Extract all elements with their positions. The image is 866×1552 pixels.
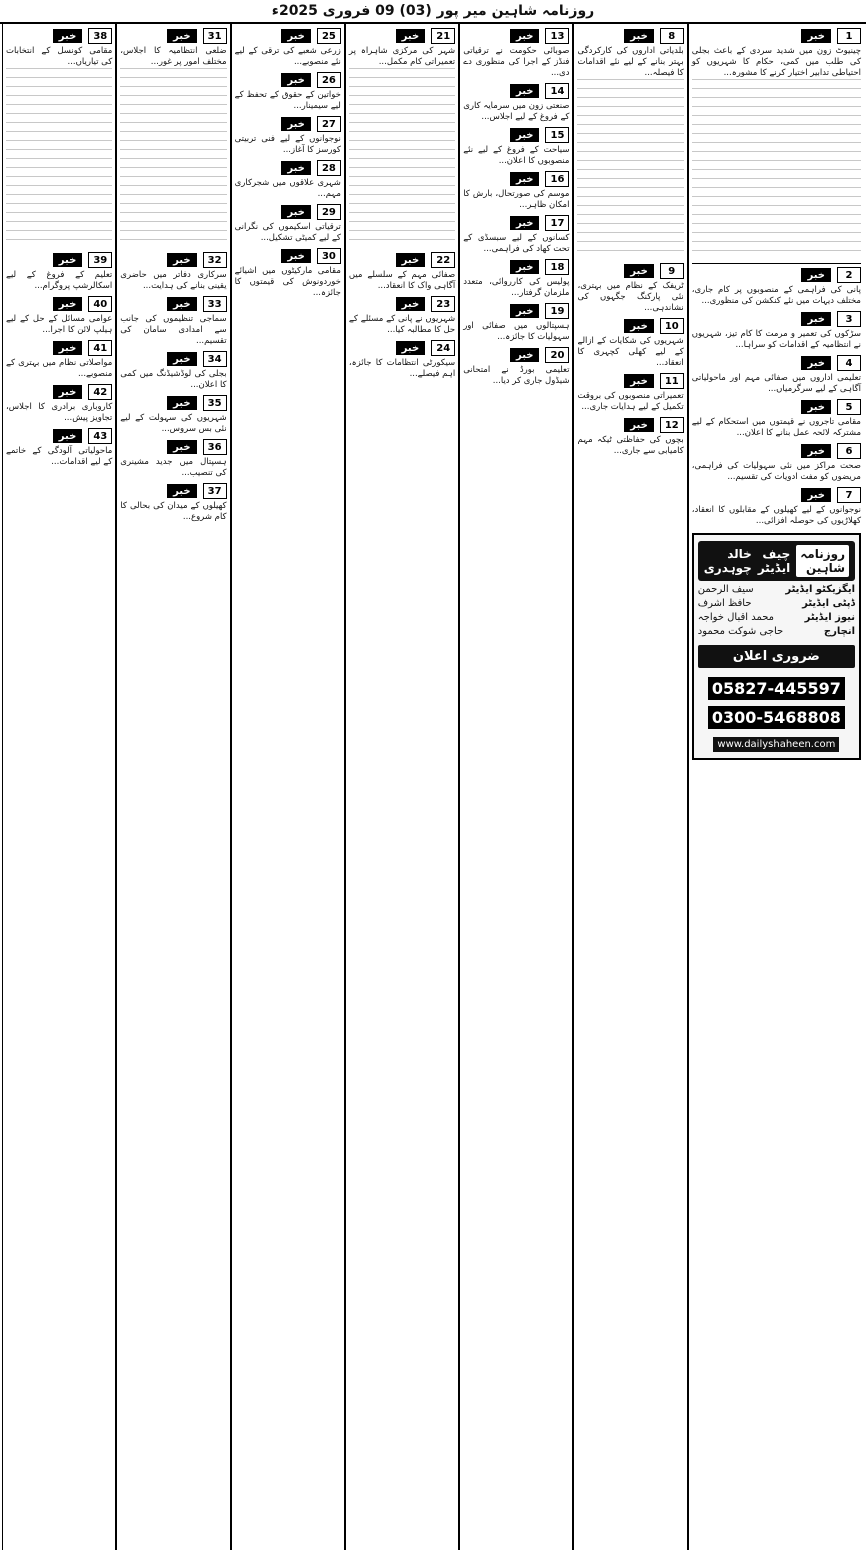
contacts — [698, 674, 855, 752]
editorial-box — [692, 533, 861, 760]
item-text: ترقیاتی اسکیموں کی نگرانی کے لیے کمیٹی تشکیل... — [234, 222, 341, 243]
text-lines — [6, 68, 112, 248]
item-tag: خبر — [281, 205, 311, 219]
item-header — [235, 160, 341, 176]
item-text: سیاحت کے فروغ کے لیے نئے منصوبوں کا اعلان... — [463, 145, 570, 166]
text-lines — [349, 68, 455, 248]
news-item — [577, 318, 683, 369]
item-number: 30 — [317, 248, 341, 264]
news-item — [463, 347, 569, 387]
news-item — [692, 399, 861, 439]
item-tag: خبر — [281, 249, 311, 263]
item-number: 42 — [88, 384, 112, 400]
item-text: سڑکوں کی تعمیر و مرمت کا کام تیز، شہریوں نے انتظامیہ کے اقدامات کو سراہا... — [691, 329, 861, 350]
item-header — [577, 417, 683, 433]
item-text: شہریوں کی سہولت کے لیے نئی بس سروس... — [120, 413, 227, 434]
item-number: 15 — [545, 127, 569, 143]
item-text: نوجوانوں کے لیے فنی تربیتی کورسز کا آغاز... — [234, 134, 341, 155]
news-item — [577, 263, 683, 314]
news-item — [349, 296, 455, 336]
item-tag: خبر — [281, 161, 311, 175]
chief-editor-name: خالد چوہدری — [703, 547, 752, 575]
item-header — [120, 351, 226, 367]
item-number: 25 — [317, 28, 341, 44]
item-text: کاروباری برادری کا اجلاس، تجاویز پیش... — [6, 402, 113, 423]
item-tag: خبر — [167, 440, 197, 454]
column-4 — [345, 24, 459, 1550]
item-number: 40 — [88, 296, 112, 312]
staff-row — [698, 612, 855, 623]
item-tag: خبر — [624, 29, 654, 43]
news-item — [235, 204, 341, 244]
staff-row — [698, 598, 855, 609]
item-header — [692, 28, 861, 44]
item-text: بلدیاتی اداروں کی کارکردگی بہتر بنانے کے لیے نئے اقدامات کا فیصلہ... — [577, 46, 684, 78]
item-text: ضلعی انتظامیہ کا اجلاس، مختلف امور پر غور... — [120, 46, 227, 67]
staff-name: حافظ اشرف — [697, 598, 752, 609]
item-header — [120, 296, 226, 312]
news-item — [692, 28, 861, 259]
item-number: 21 — [431, 28, 455, 44]
item-text: سیکورٹی انتظامات کا جائزہ، اہم فیصلے... — [348, 358, 456, 379]
item-header — [6, 384, 112, 400]
item-header — [6, 296, 112, 312]
item-number: 20 — [545, 347, 569, 363]
item-number: 13 — [545, 28, 569, 44]
item-text: عوامی مسائل کے حل کے لیے ہیلپ لائن کا اجرا... — [6, 314, 113, 335]
item-header — [349, 28, 455, 44]
column-1 — [688, 24, 864, 1550]
item-header — [463, 171, 569, 187]
divider — [692, 263, 861, 264]
page-header — [0, 0, 866, 24]
item-number: 9 — [660, 263, 684, 279]
column-3 — [459, 24, 573, 1550]
item-text: ہسپتال میں جدید مشینری کی تنصیب... — [120, 457, 227, 478]
news-item — [120, 28, 226, 248]
news-item — [349, 340, 455, 380]
item-text: ماحولیاتی آلودگی کے خاتمے کے لیے اقدامات... — [6, 446, 113, 467]
item-number: 27 — [317, 116, 341, 132]
news-item — [692, 311, 861, 351]
news-item — [463, 28, 569, 79]
item-number: 28 — [317, 160, 341, 176]
item-number: 36 — [203, 439, 227, 455]
item-number: 41 — [88, 340, 112, 356]
item-header — [463, 303, 569, 319]
news-item — [463, 171, 569, 211]
news-item — [577, 417, 683, 457]
item-text: بجلی کی لوڈشیڈنگ میں کمی کا اعلان... — [120, 369, 227, 390]
item-header — [692, 443, 861, 459]
item-text: زرعی شعبے کی ترقی کے لیے نئے منصوبے... — [234, 46, 341, 67]
news-item — [235, 72, 341, 112]
news-item — [349, 28, 455, 248]
text-lines — [120, 68, 226, 248]
item-tag: خبر — [801, 488, 831, 502]
news-item — [120, 439, 226, 479]
news-item — [120, 483, 226, 523]
item-header — [6, 252, 112, 268]
staff-name: سیف الرحمن — [697, 584, 754, 595]
item-tag: خبر — [801, 312, 831, 326]
item-number: 32 — [203, 252, 227, 268]
item-header — [692, 311, 861, 327]
item-header — [349, 340, 455, 356]
item-tag: خبر — [167, 253, 197, 267]
news-item — [235, 160, 341, 200]
item-text: شہر کی مرکزی شاہراہ پر تعمیراتی کام مکمل... — [348, 46, 456, 67]
item-header — [577, 318, 683, 334]
header-title: روزنامہ شاہین میر پور (03) 09 فروری 2025ء — [271, 3, 595, 19]
item-number: 16 — [545, 171, 569, 187]
item-text: تعلیمی اداروں میں صفائی مہم اور ماحولیاتی آگاہی کے لیے سرگرمیاں... — [691, 373, 861, 394]
item-number: 10 — [660, 318, 684, 334]
item-header — [349, 252, 455, 268]
item-tag: خبر — [167, 484, 197, 498]
item-tag: خبر — [510, 348, 540, 362]
item-text: کھیلوں کے میدان کی بحالی کا کام شروع... — [120, 501, 227, 522]
item-tag: خبر — [801, 268, 831, 282]
item-header — [120, 395, 226, 411]
item-text: موسم کی صورتحال، بارش کا امکان ظاہر... — [463, 189, 570, 210]
news-item — [235, 248, 341, 299]
item-number: 5 — [837, 399, 861, 415]
news-item — [235, 116, 341, 156]
item-number: 7 — [837, 487, 861, 503]
item-tag: خبر — [53, 297, 83, 311]
news-item — [6, 428, 112, 468]
item-tag: خبر — [510, 260, 540, 274]
column-7 — [2, 24, 116, 1550]
staff-row — [698, 626, 855, 637]
item-number: 17 — [545, 215, 569, 231]
item-header — [235, 72, 341, 88]
item-text: مواصلاتی نظام میں بہتری کے منصوبے... — [6, 358, 113, 379]
news-item — [463, 215, 569, 255]
news-item — [577, 28, 683, 259]
item-number: 29 — [317, 204, 341, 220]
item-tag: خبر — [396, 253, 426, 267]
item-text: ہسپتالوں میں صفائی اور سہولیات کا جائزہ... — [463, 321, 570, 342]
item-tag: خبر — [510, 304, 540, 318]
newspaper-logo: روزنامہ شاہین — [796, 545, 849, 577]
item-tag: خبر — [53, 429, 83, 443]
item-tag: خبر — [624, 374, 654, 388]
item-tag: خبر — [53, 253, 83, 267]
item-number: 14 — [545, 83, 569, 99]
news-item — [6, 28, 112, 248]
item-header — [235, 204, 341, 220]
item-header — [235, 28, 341, 44]
website-link[interactable]: www.dailyshaheen.com — [713, 737, 839, 752]
item-header — [692, 487, 861, 503]
item-number: 8 — [660, 28, 684, 44]
news-item — [6, 340, 112, 380]
news-item — [120, 252, 226, 292]
item-tag: خبر — [510, 216, 540, 230]
item-tag: خبر — [53, 29, 83, 43]
item-header — [577, 28, 683, 44]
chief-editor-label: چیف ایڈیٹر — [757, 547, 791, 575]
item-number: 18 — [545, 259, 569, 275]
item-header — [463, 28, 569, 44]
staff-title: ایگزیکٹو ایڈیٹر — [785, 584, 855, 595]
item-text: تعلیمی بورڈ نے امتحانی شیڈول جاری کر دیا... — [463, 365, 570, 386]
staff-name: حاجی شوکت محمود — [697, 626, 784, 637]
item-header — [577, 263, 683, 279]
item-text: سماجی تنظیموں کی جانب سے امدادی سامان کی تقسیم... — [120, 314, 227, 346]
item-number: 24 — [431, 340, 455, 356]
item-text: خواتین کے حقوق کے تحفظ کے لیے سیمینار... — [234, 90, 341, 111]
item-header — [120, 28, 226, 44]
item-tag: خبر — [396, 341, 426, 355]
columns-grid — [2, 24, 864, 1550]
item-text: مقامی تاجروں نے قیمتوں میں استحکام کے لیے مشترکہ لائحہ عمل بنانے کا اعلان... — [691, 417, 861, 438]
item-header — [6, 428, 112, 444]
phone-number[interactable]: 05827-445597 — [708, 677, 845, 700]
item-text: تعلیم کے فروغ کے لیے اسکالرشپ پروگرام... — [6, 270, 113, 291]
news-item — [692, 355, 861, 395]
item-text: بچوں کی حفاظتی ٹیکہ مہم کامیابی سے جاری... — [577, 435, 684, 456]
item-number: 34 — [203, 351, 227, 367]
news-item — [463, 127, 569, 167]
staff-title: نیوز ایڈیٹر — [804, 612, 855, 623]
news-item — [6, 384, 112, 424]
item-text: سرکاری دفاتر میں حاضری یقینی بنانے کی ہدایت... — [120, 270, 227, 291]
item-tag: خبر — [801, 400, 831, 414]
text-lines — [692, 79, 861, 259]
item-tag: خبر — [801, 356, 831, 370]
item-header — [235, 248, 341, 264]
item-tag: خبر — [396, 297, 426, 311]
item-text: کسانوں کے لیے سبسڈی کے تحت کھاد کی فراہمی... — [463, 233, 570, 254]
item-tag: خبر — [167, 297, 197, 311]
news-item — [463, 83, 569, 123]
item-tag: خبر — [801, 444, 831, 458]
news-item — [463, 259, 569, 299]
item-tag: خبر — [167, 352, 197, 366]
staff-name: محمد اقبال خواجہ — [697, 612, 775, 623]
item-tag: خبر — [624, 264, 654, 278]
column-2 — [573, 24, 687, 1550]
item-tag: خبر — [167, 29, 197, 43]
item-tag: خبر — [510, 84, 540, 98]
item-text: مقامی کونسل کے انتخابات کی تیاریاں... — [6, 46, 113, 67]
item-text: شہریوں کی شکایات کے ازالے کے لیے کھلی کچہری کا انعقاد... — [577, 336, 684, 368]
important-notice: ضروری اعلان — [698, 645, 855, 668]
item-number: 6 — [837, 443, 861, 459]
text-lines — [577, 79, 683, 259]
news-item — [349, 252, 455, 292]
phone-number[interactable]: 0300-5468808 — [708, 706, 845, 729]
item-tag: خبر — [281, 29, 311, 43]
news-item — [692, 487, 861, 527]
item-number: 31 — [203, 28, 227, 44]
item-number: 11 — [660, 373, 684, 389]
news-item — [577, 373, 683, 413]
column-6 — [116, 24, 230, 1550]
news-item — [120, 395, 226, 435]
item-header — [463, 347, 569, 363]
item-number: 43 — [88, 428, 112, 444]
item-text: تعمیراتی منصوبوں کی بروقت تکمیل کے لیے ہدایات جاری... — [577, 391, 684, 412]
item-header — [463, 215, 569, 231]
item-tag: خبر — [53, 385, 83, 399]
news-item — [692, 267, 861, 307]
item-text: صحت مراکز میں نئی سہولیات کی فراہمی، مریضوں کو مفت ادویات کی تقسیم... — [691, 461, 861, 482]
item-number: 37 — [203, 483, 227, 499]
item-number: 1 — [837, 28, 861, 44]
item-text: صفائی مہم کے سلسلے میں آگاہی واک کا انعقاد... — [348, 270, 456, 291]
item-tag: خبر — [281, 117, 311, 131]
item-header — [692, 399, 861, 415]
item-header — [463, 83, 569, 99]
item-tag: خبر — [624, 418, 654, 432]
item-text: شہریوں نے پانی کے مسئلے کے حل کا مطالبہ کیا... — [348, 314, 456, 335]
item-number: 19 — [545, 303, 569, 319]
item-number: 3 — [837, 311, 861, 327]
staff-title: انچارج — [823, 626, 855, 637]
item-header — [692, 267, 861, 283]
item-header — [463, 259, 569, 275]
item-tag: خبر — [53, 341, 83, 355]
item-header — [6, 340, 112, 356]
item-number: 23 — [431, 296, 455, 312]
masthead — [698, 541, 855, 581]
item-tag: خبر — [167, 396, 197, 410]
item-number: 35 — [203, 395, 227, 411]
item-text: صوبائی حکومت نے ترقیاتی فنڈز کے اجرا کی منظوری دے دی... — [463, 46, 570, 78]
item-number: 22 — [431, 252, 455, 268]
news-item — [235, 28, 341, 68]
news-item — [692, 443, 861, 483]
item-header — [463, 127, 569, 143]
item-tag: خبر — [281, 73, 311, 87]
item-header — [577, 373, 683, 389]
item-header — [120, 252, 226, 268]
staff-row — [698, 584, 855, 595]
item-header — [235, 116, 341, 132]
item-tag: خبر — [396, 29, 426, 43]
item-header — [6, 28, 112, 44]
news-item — [6, 252, 112, 292]
item-tag: خبر — [510, 29, 540, 43]
item-tag: خبر — [510, 128, 540, 142]
item-number: 4 — [837, 355, 861, 371]
item-tag: خبر — [624, 319, 654, 333]
item-number: 33 — [203, 296, 227, 312]
item-number: 2 — [837, 267, 861, 283]
item-text: چینیوٹ زون میں شدید سردی کے باعث بجلی کی طلب میں کمی، حکام کا شہریوں کو احتیاطی تدابیر اختیار کرنے کا مشورہ... — [691, 46, 861, 78]
news-item — [120, 296, 226, 347]
item-text: پانی کی فراہمی کے منصوبوں پر کام جاری، مختلف دیہات میں نئے کنکشن کی منظوری... — [691, 285, 861, 306]
item-text: نوجوانوں کے لیے کھیلوں کے مقابلوں کا انعقاد، کھلاڑیوں کی حوصلہ افزائی... — [691, 505, 861, 526]
item-number: 38 — [88, 28, 112, 44]
news-item — [120, 351, 226, 391]
item-header — [692, 355, 861, 371]
item-text: صنعتی زون میں سرمایہ کاری کے فروغ کے لیے اجلاس... — [463, 101, 570, 122]
item-header — [120, 439, 226, 455]
news-item — [463, 303, 569, 343]
item-number: 26 — [317, 72, 341, 88]
news-item — [6, 296, 112, 336]
item-text: پولیس کی کارروائی، متعدد ملزمان گرفتار... — [463, 277, 570, 298]
item-header — [349, 296, 455, 312]
item-header — [120, 483, 226, 499]
item-text: شہری علاقوں میں شجرکاری مہم... — [234, 178, 341, 199]
item-text: ٹریفک کے نظام میں بہتری، نئی پارکنگ جگہوں کی نشاندہی... — [577, 281, 684, 313]
staff-title: ڈپٹی ایڈیٹر — [802, 598, 855, 609]
item-number: 12 — [660, 417, 684, 433]
item-tag: خبر — [510, 172, 540, 186]
item-tag: خبر — [801, 29, 831, 43]
column-5 — [231, 24, 345, 1550]
item-text: مقامی مارکیٹوں میں اشیائے خوردونوش کی قیمتوں کا جائزہ... — [234, 266, 341, 298]
item-number: 39 — [88, 252, 112, 268]
